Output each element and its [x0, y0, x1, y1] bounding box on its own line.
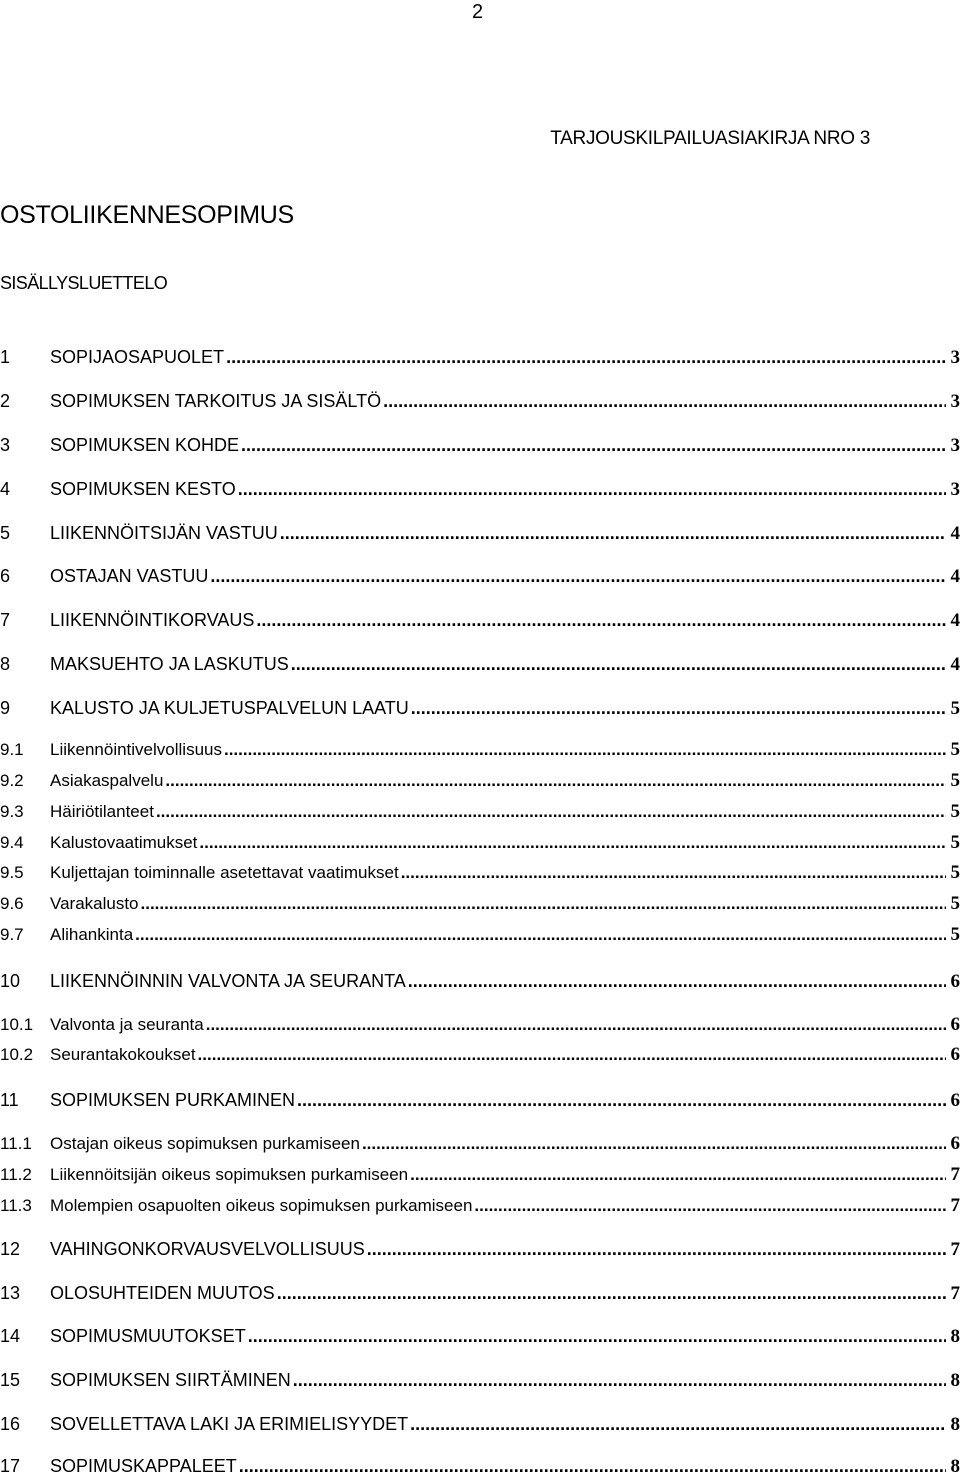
- toc-entry-title: Ostajan oikeus sopimuksen purkamiseen: [50, 1134, 360, 1153]
- toc-entry[interactable]: [0, 1323, 960, 1349]
- toc-entry-title: SOPIMUSKAPPALEET: [50, 1456, 237, 1476]
- toc-dot-leader: [472, 1193, 946, 1219]
- toc-dot-leader: [236, 476, 946, 502]
- toc-entry-number: 13: [0, 1283, 21, 1303]
- toc-entry[interactable]: [0, 768, 960, 794]
- toc-entry[interactable]: [0, 1012, 960, 1038]
- toc-entry-number: 9.1: [0, 740, 24, 759]
- toc-entry-page: 3: [950, 435, 960, 456]
- toc-entry-number: 9.5: [0, 863, 24, 882]
- toc-dot-leader: [254, 607, 946, 633]
- toc-entry-page: 5: [950, 862, 960, 883]
- toc-entry[interactable]: [0, 1162, 960, 1188]
- toc-entry-number: 16: [0, 1414, 21, 1434]
- toc-dot-leader: [275, 1280, 946, 1306]
- toc-entry-page: 3: [950, 479, 960, 500]
- toc-entry-page: 8: [950, 1326, 960, 1347]
- toc-entry-title: Varakalusto: [50, 894, 139, 913]
- toc-entry-number: 15: [0, 1370, 21, 1390]
- toc-entry[interactable]: [0, 607, 960, 633]
- toc-entry-number: 11.2: [0, 1165, 32, 1184]
- toc-dot-leader: [163, 768, 946, 794]
- toc-entry-title: OLOSUHTEIDEN MUUTOS: [50, 1283, 275, 1303]
- toc-entry[interactable]: [0, 432, 960, 458]
- toc-entry-number: 4: [0, 479, 11, 499]
- toc-entry-title: Seurantakokoukset: [50, 1045, 196, 1064]
- toc-dot-leader: [291, 1367, 946, 1393]
- toc-dot-leader: [239, 432, 946, 458]
- toc-entry-title: Molempien osapuolten oikeus sopimuksen purkamiseen: [50, 1196, 473, 1215]
- toc-entry[interactable]: [0, 1042, 960, 1068]
- toc-entry-title: KALUSTO JA KULJETUSPALVELUN LAATU: [50, 698, 409, 718]
- toc-entry-page: 5: [950, 832, 960, 853]
- toc-entry-number: 11.1: [0, 1134, 32, 1153]
- toc-entry-number: 14: [0, 1326, 21, 1346]
- toc-entry[interactable]: [0, 1131, 960, 1157]
- toc-entry-number: 17: [0, 1456, 21, 1476]
- toc-entry-number: 7: [0, 610, 11, 630]
- toc-entry[interactable]: [0, 1087, 960, 1113]
- toc-heading: SISÄLLYSLUETTELO: [0, 273, 168, 293]
- toc-entry-number: 1: [0, 347, 11, 367]
- toc-entry-page: 4: [950, 610, 960, 631]
- toc-entry-page: 6: [950, 1133, 960, 1154]
- document-title: OSTOLIIKENNESOPIMUS: [0, 201, 294, 229]
- toc-entry-title: SOPIMUKSEN SIIRTÄMINEN: [50, 1370, 291, 1390]
- toc-dot-leader: [222, 737, 946, 763]
- toc-entry-page: 5: [950, 698, 960, 719]
- toc-entry-number: 5: [0, 523, 11, 543]
- toc-entry-page: 5: [950, 770, 960, 791]
- toc-entry[interactable]: [0, 1193, 960, 1219]
- toc-entry-page: 8: [950, 1414, 960, 1435]
- toc-entry-page: 5: [950, 893, 960, 914]
- toc-entry-page: 7: [950, 1164, 960, 1185]
- toc-entry-title: LIIKENNÖINNIN VALVONTA JA SEURANTA: [50, 971, 406, 991]
- toc-entry-title: Kuljettajan toiminnalle asetettavat vaatimukset: [50, 863, 399, 882]
- toc-entry[interactable]: [0, 1236, 960, 1262]
- toc-entry-page: 3: [950, 391, 960, 412]
- toc-dot-leader: [237, 1453, 946, 1479]
- toc-entry-page: 6: [950, 1014, 960, 1035]
- toc-entry[interactable]: [0, 520, 960, 546]
- toc-dot-leader: [406, 968, 946, 994]
- toc-dot-leader: [381, 388, 946, 414]
- toc-dot-leader: [197, 830, 946, 856]
- toc-entry-title: MAKSUEHTO JA LASKUTUS: [50, 654, 289, 674]
- toc-entry-title: SOPIMUKSEN KESTO: [50, 479, 236, 499]
- toc-entry-title: LIIKENNÖITSIJÄN VASTUU: [50, 523, 278, 543]
- toc-entry[interactable]: [0, 1280, 960, 1306]
- toc-entry-page: 8: [950, 1456, 960, 1477]
- toc-entry-page: 4: [950, 523, 960, 544]
- toc-dot-leader: [289, 651, 946, 677]
- toc-dot-leader: [224, 344, 946, 370]
- toc-entry-title: SOPIMUSMUUTOKSET: [50, 1326, 246, 1346]
- toc-entry[interactable]: [0, 1367, 960, 1393]
- toc-entry-number: 10.2: [0, 1045, 34, 1064]
- toc-entry-number: 6: [0, 566, 11, 586]
- toc-entry[interactable]: [0, 799, 960, 825]
- toc-entry-title: SOPIMUKSEN KOHDE: [50, 435, 240, 455]
- toc-entry-title: Kalustovaatimukset: [50, 833, 198, 852]
- toc-entry-title: Liikennöitsijän oikeus sopimuksen purkamiseen: [50, 1165, 409, 1184]
- toc-entry-page: 6: [950, 1090, 960, 1111]
- toc-entry[interactable]: [0, 1453, 960, 1479]
- toc-entry[interactable]: [0, 563, 960, 589]
- toc-entry-number: 11: [0, 1090, 19, 1110]
- toc-entry[interactable]: [0, 695, 960, 721]
- toc-dot-leader: [408, 1411, 946, 1437]
- toc-entry-page: 5: [950, 924, 960, 945]
- toc-entry-title: Asiakaspalvelu: [50, 771, 164, 790]
- toc-entry-title: SOPIJAOSAPUOLET: [50, 347, 225, 367]
- toc-entry-page: 4: [950, 566, 960, 587]
- toc-entry-number: 2: [0, 391, 11, 411]
- document-label: TARJOUSKILPAILUASIAKIRJA NRO 3: [550, 128, 870, 149]
- toc-dot-leader: [295, 1087, 946, 1113]
- toc-entry[interactable]: [0, 476, 960, 502]
- toc-entry-number: 11.3: [0, 1196, 32, 1215]
- toc-entry-title: Häiriötilanteet: [50, 802, 154, 821]
- toc-entry[interactable]: [0, 860, 960, 886]
- toc-entry-title: SOPIMUKSEN TARKOITUS JA SISÄLTÖ: [50, 391, 382, 411]
- toc-dot-leader: [139, 891, 946, 917]
- toc-entry-title: SOVELLETTAVA LAKI JA ERIMIELISYYDET: [50, 1414, 409, 1434]
- toc-entry-page: 7: [950, 1239, 960, 1260]
- toc-entry-number: 3: [0, 435, 11, 455]
- toc-entry-number: 9: [0, 698, 11, 718]
- toc-entry-title: VAHINGONKORVAUSVELVOLLISUUS: [50, 1239, 365, 1259]
- toc-dot-leader: [246, 1323, 946, 1349]
- toc-entry-number: 9.2: [0, 771, 24, 790]
- toc-entry-page: 7: [950, 1283, 960, 1304]
- toc-entry-title: Liikennöintivelvollisuus: [50, 740, 222, 759]
- toc-entry-page: 6: [950, 1044, 960, 1065]
- toc-entry-title: OSTAJAN VASTUU: [50, 566, 209, 586]
- toc-dot-leader: [409, 695, 946, 721]
- toc-dot-leader: [278, 520, 946, 546]
- toc-entry-number: 9.4: [0, 833, 24, 852]
- toc-entry-title: Valvonta ja seuranta: [50, 1015, 204, 1034]
- toc-entry-number: 10: [0, 971, 21, 991]
- toc-dot-leader: [133, 922, 946, 948]
- toc-dot-leader: [408, 1162, 946, 1188]
- toc-entry-page: 5: [950, 801, 960, 822]
- toc-entry[interactable]: [0, 388, 960, 414]
- toc-entry-page: 6: [950, 971, 960, 992]
- toc-entry-number: 10.1: [0, 1015, 34, 1034]
- page-number: 2: [472, 1, 484, 23]
- toc-dot-leader: [365, 1236, 946, 1262]
- toc-entry-page: 7: [950, 1195, 960, 1216]
- toc-entry-number: 9.3: [0, 802, 24, 821]
- toc-entry-title: SOPIMUKSEN PURKAMINEN: [50, 1090, 296, 1110]
- toc-dot-leader: [399, 860, 946, 886]
- toc-entry-number: 12: [0, 1239, 21, 1259]
- toc-entry-number: 9.6: [0, 894, 24, 913]
- toc-dot-leader: [154, 799, 946, 825]
- toc-entry-page: 8: [950, 1370, 960, 1391]
- toc-dot-leader: [204, 1012, 946, 1038]
- toc-entry-number: 9.7: [0, 925, 24, 944]
- toc-entry[interactable]: [0, 344, 960, 370]
- toc-entry-page: 3: [950, 347, 960, 368]
- toc-entry-title: Alihankinta: [50, 925, 134, 944]
- toc-entry-title: LIIKENNÖINTIKORVAUS: [50, 610, 255, 630]
- toc-dot-leader: [360, 1131, 946, 1157]
- toc-entry[interactable]: [0, 1411, 960, 1437]
- toc-entry[interactable]: [0, 651, 960, 677]
- toc-entry[interactable]: [0, 830, 960, 856]
- toc-entry[interactable]: [0, 968, 960, 994]
- toc-entry[interactable]: [0, 922, 960, 948]
- toc-dot-leader: [196, 1042, 946, 1068]
- toc-entry-page: 5: [950, 739, 960, 760]
- toc-dot-leader: [208, 563, 946, 589]
- toc-entry-page: 4: [950, 654, 960, 675]
- toc-entry-number: 8: [0, 654, 11, 674]
- toc-entry[interactable]: [0, 891, 960, 917]
- toc-entry[interactable]: [0, 737, 960, 763]
